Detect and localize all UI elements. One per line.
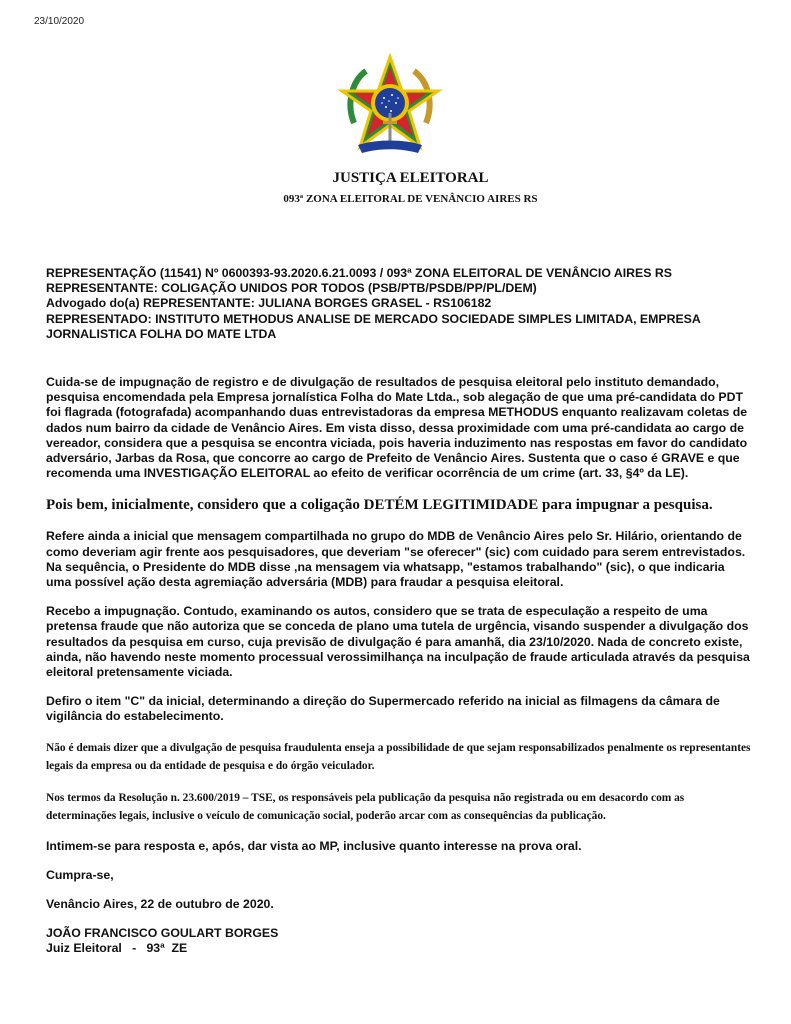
- electoral-zone: 093ª ZONA ELEITORAL DE VENÂNCIO AIRES RS: [283, 193, 538, 205]
- paragraph-order-item-c: Defiro o item "C" da inicial, determinando a direção do Supermercado referido na inicial as filmagens da câmara de vigilância do estabelecimento.: [46, 694, 720, 724]
- signature-block: [46, 926, 752, 956]
- case-parties: [46, 266, 752, 342]
- paragraph-resolution: Nos termos da Resolução n. 23.600/2019 – TSE, os responsáveis pela publicação da pesquisa não registrada ou em desacordo com as determinações legais, inclusive o veículo de comunicação social, poderão arcar com as consequências da publicação.: [46, 791, 685, 822]
- court-title: JUSTIÇA ELEITORAL: [332, 170, 489, 186]
- decision-body: [46, 266, 752, 956]
- brazil-coat-of-arms-icon: [336, 53, 444, 161]
- print-date: 23/10/2020: [34, 16, 85, 27]
- document-header: [0, 170, 791, 205]
- paragraph-legitimacy: Pois bem, inicialmente, considero que a coligação DETÉM LEGITIMIDADE para impugnar a pesquisa.: [46, 497, 713, 514]
- paragraph-summons: Intimem-se para resposta e, após, dar vista ao MP, inclusive quanto interesse na prova oral.: [46, 838, 582, 853]
- paragraph-cumpra-se: Cumpra-se,: [46, 867, 114, 882]
- case-number: REPRESENTAÇÃO (11541) Nº 0600393-93.2020.6.21.0093 / 093ª ZONA ELEITORAL DE VENÂNCIO AIRES RS: [46, 266, 672, 280]
- representative: REPRESENTANTE: COLIGAÇÃO UNIDOS POR TODOS (PSB/PTB/PSDB/PP/PL/DEM): [46, 281, 537, 296]
- paragraph-liability: Não é demais dizer que a divulgação de pesquisa fraudulenta enseja a possibilidade de que sejam responsabilizados penalmente os representantes legais da empresa ou da entidade de pesquisa e do órgão veiculador.: [46, 741, 751, 772]
- represented-party: REPRESENTADO: INSTITUTO METHODUS ANALISE DE MERCADO SOCIEDADE SIMPLES LIMITADA, EMPRESA JORNALISTICA FOLHA DO MATE LTDA: [46, 311, 701, 341]
- judge-role: Juiz Eleitoral - 93ª ZE: [46, 941, 188, 956]
- paragraph-mdb-message: Refere ainda a inicial que mensagem compartilhada no grupo do MDB de Venâncio Aires pelo Sr. Hilário, orientando de como deveriam agir frente aos pesquisadores, que deveriam "se oferecer" (sic) com cuidado para serem entrevistados. Na sequência, o Presidente do MDB disse ,na mensagem via whatsapp, "estamos trabalhando" (sic), o que indicaria uma possível ação desta agremiação adversária (MDB) para fraudar a pesquisa eleitoral.: [46, 529, 746, 590]
- representative-lawyer: Advogado do(a) REPRESENTANTE: JULIANA BORGES GRASEL - RS106182: [46, 296, 492, 311]
- paragraph-decision: Recebo a impugnação. Contudo, examinando os autos, considero que se trata de especulação a respeito de uma pretensa fraude que não autoriza que se conceda de plano uma tutela de urgência, visando suspender a divulgação dos resultados da pesquisa em curso, cuja previsão de divulgação é para amanhã, dia 23/10/2020. Nada de concreto existe, ainda, não havendo neste momento processual verossimilhança na inculpação de fraude articulada através da pesquisa eleitoral pretensamente viciada.: [46, 604, 750, 680]
- place-and-date: Venâncio Aires, 22 de outubro de 2020.: [46, 897, 274, 912]
- judge-name: JOÃO FRANCISCO GOULART BORGES: [46, 926, 279, 941]
- paragraph-summary: Cuida-se de impugnação de registro e de divulgação de resultados de pesquisa eleitoral pelo instituto demandado, pesquisa encomendada pela Empresa jornalística Folha do Mate Ltda., sob alegação de que uma pré-candidata do PDT foi flagrada (fotografada) acompanhando duas entrevistadoras da empresa METHODUS enquanto realizavam coletas de dados num bairro da cidade de Venâncio Aires. Em vista disso, dessa proximidade com uma pré-candidata ao cargo de vereador, considera que a pesquisa se encontra viciada, pois haveria induzimento nas respostas em favor do candidato adversário, Jarbas da Rosa, que concorre ao cargo de Prefeito de Venâncio Aires. Sustenta que o caso é GRAVE e que recomenda uma INVESTIGAÇÃO ELEITORAL ao efeito de verificar ocorrência de um crime (art. 33, §4º da LE).: [46, 375, 748, 481]
